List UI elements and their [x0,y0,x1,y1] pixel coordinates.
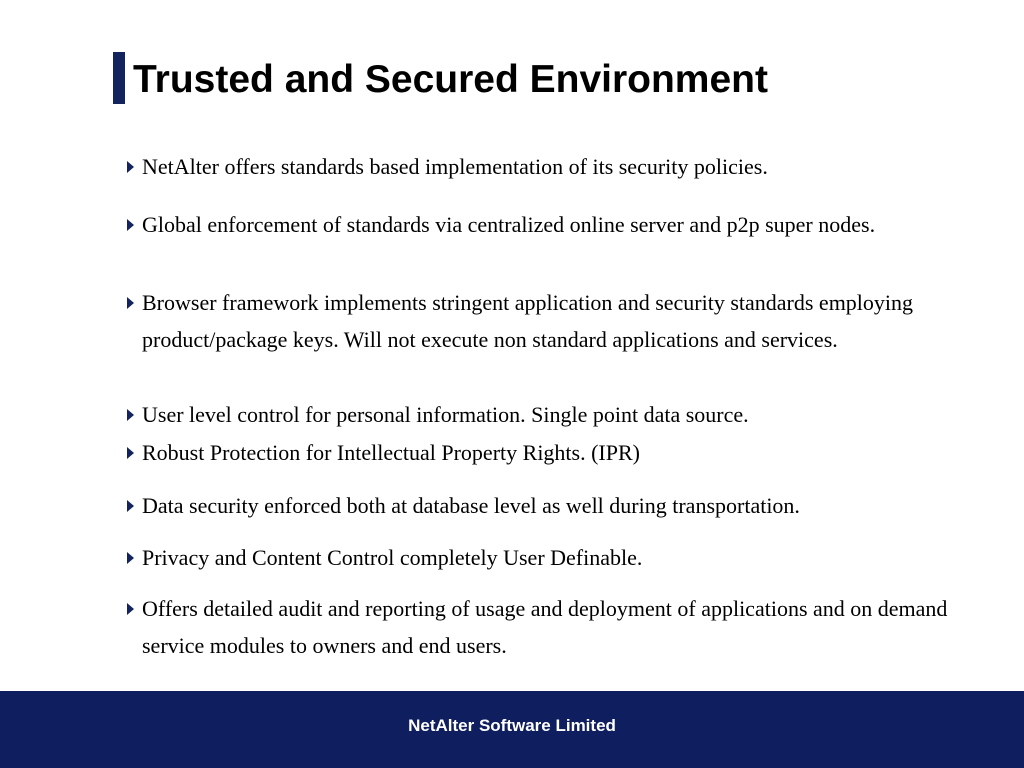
bullet-item [125,590,970,664]
triangle-right-icon [127,409,134,421]
bullet-item [125,148,970,185]
bullet-text: Data security enforced both at database level as well during transportation. [142,493,800,518]
triangle-right-icon [127,161,134,173]
triangle-right-icon [127,297,134,309]
bullet-text: NetAlter offers standards based implementation of its security policies. [142,154,768,179]
bullet-text: User level control for personal information. Single point data source. [142,402,749,427]
bullet-text: Offers detailed audit and reporting of usage and deployment of applications and on demand service modules to owners and end users. [142,596,948,658]
title-accent-bar [113,52,125,104]
bullet-item [125,396,970,433]
footer-company-name: NetAlter Software Limited [408,716,616,735]
triangle-right-icon [127,603,134,615]
triangle-right-icon [127,552,134,564]
bullet-text: Global enforcement of standards via centralized online server and p2p super nodes. [142,212,876,237]
bullet-text: Robust Protection for Intellectual Property Rights. (IPR) [142,440,640,465]
bullet-text: Privacy and Content Control completely User Definable. [142,545,643,570]
bullet-item [125,487,970,524]
bullet-item [125,539,970,576]
triangle-right-icon [127,500,134,512]
footer-bar [0,691,1024,768]
bullet-item [125,206,970,243]
bullet-item [125,434,970,471]
slide-title: Trusted and Secured Environment [133,58,768,101]
triangle-right-icon [127,447,134,459]
bullet-text: Browser framework implements stringent application and security standards employing product/package keys. Will not execute non standard applications and services. [142,290,914,352]
triangle-right-icon [127,219,134,231]
bullet-item [125,284,970,358]
